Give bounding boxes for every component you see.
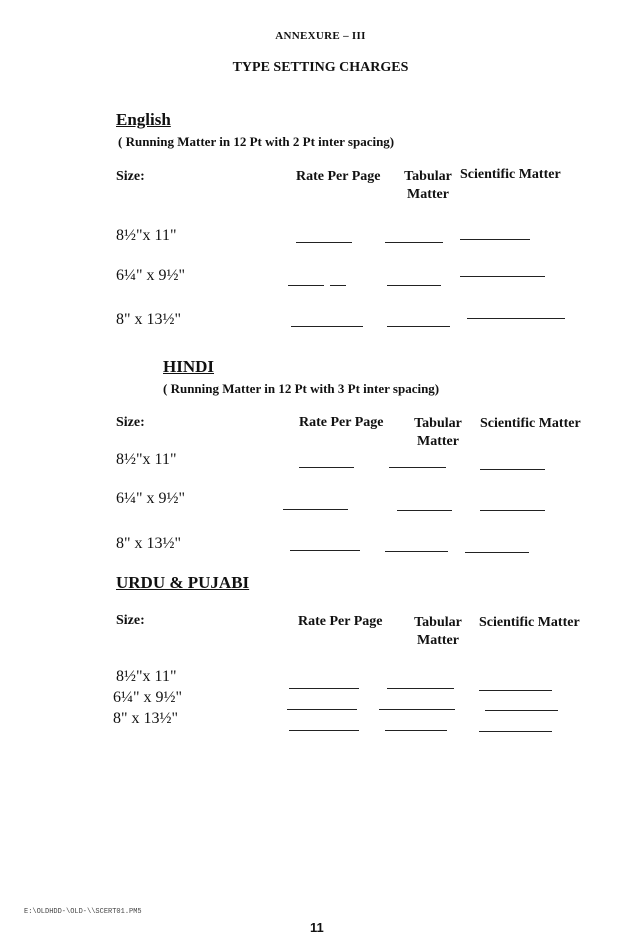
- tabular-matter-header: Tabular Matter: [414, 615, 462, 648]
- annexure-label: ANNEXURE – III: [275, 30, 366, 42]
- size-row-label: 6¼" x 9½": [116, 267, 186, 284]
- file-path-footer: E:\OLDHDD-\OLD-\\SCERT01.PM5: [24, 908, 142, 916]
- scientific-matter-header: Scientific Matter: [460, 167, 561, 182]
- blank-line: [387, 285, 441, 286]
- blank-line: [290, 550, 360, 551]
- size-row-label: 8" x 13½": [116, 535, 182, 552]
- size-row-label: 6¼" x 9½": [113, 689, 183, 706]
- blank-line: [299, 467, 354, 468]
- section-note-hindi: ( Running Matter in 12 Pt with 3 Pt inter spacing): [163, 381, 440, 396]
- scientific-matter-header: Scientific Matter: [480, 416, 581, 431]
- blank-line: [387, 688, 454, 689]
- blank-line: [460, 239, 530, 240]
- blank-line: [465, 552, 529, 553]
- blank-line: [385, 551, 448, 552]
- page-number: 11: [310, 920, 324, 935]
- rate-per-page-header: Rate Per Page: [299, 415, 384, 430]
- blank-line: [385, 730, 447, 731]
- blank-line: [460, 276, 545, 277]
- blank-line: [289, 688, 359, 689]
- section-heading-urdu-punjabi: URDU & PUJABI: [116, 573, 250, 592]
- blank-line: [287, 709, 357, 710]
- size-row-label: 8" x 13½": [113, 710, 179, 727]
- section-heading-english: English: [116, 110, 171, 129]
- blank-line: [288, 285, 324, 286]
- page-title: TYPE SETTING CHARGES: [232, 60, 409, 75]
- blank-line: [480, 510, 545, 511]
- blank-line: [467, 318, 565, 319]
- blank-line: [387, 326, 450, 327]
- blank-line: [480, 469, 545, 470]
- tabular-matter-header: Tabular Matter: [404, 169, 452, 202]
- size-row-label: 8½"x 11": [116, 227, 177, 244]
- blank-line: [479, 690, 552, 691]
- size-column-header: Size:: [116, 169, 145, 184]
- size-column-header: Size:: [116, 613, 145, 628]
- rate-per-page-header: Rate Per Page: [296, 169, 381, 184]
- blank-line: [296, 242, 352, 243]
- blank-line: [385, 242, 443, 243]
- blank-line: [485, 710, 558, 711]
- blank-line: [289, 730, 359, 731]
- blank-line: [397, 510, 452, 511]
- section-heading-hindi: HINDI: [163, 357, 215, 376]
- blank-line: [283, 509, 348, 510]
- size-row-label: 8½"x 11": [116, 668, 177, 685]
- rate-per-page-header: Rate Per Page: [298, 614, 383, 629]
- blank-line: [330, 285, 346, 286]
- size-row-label: 8½"x 11": [116, 451, 177, 468]
- blank-line: [389, 467, 446, 468]
- scientific-matter-header: Scientific Matter: [479, 615, 580, 630]
- section-note-english: ( Running Matter in 12 Pt with 2 Pt inter spacing): [118, 134, 395, 149]
- tabular-matter-header: Tabular Matter: [414, 416, 462, 449]
- blank-line: [379, 709, 455, 710]
- blank-line: [291, 326, 363, 327]
- size-row-label: 8" x 13½": [116, 311, 182, 328]
- size-row-label: 6¼" x 9½": [116, 490, 186, 507]
- blank-line: [479, 731, 552, 732]
- size-column-header: Size:: [116, 415, 145, 430]
